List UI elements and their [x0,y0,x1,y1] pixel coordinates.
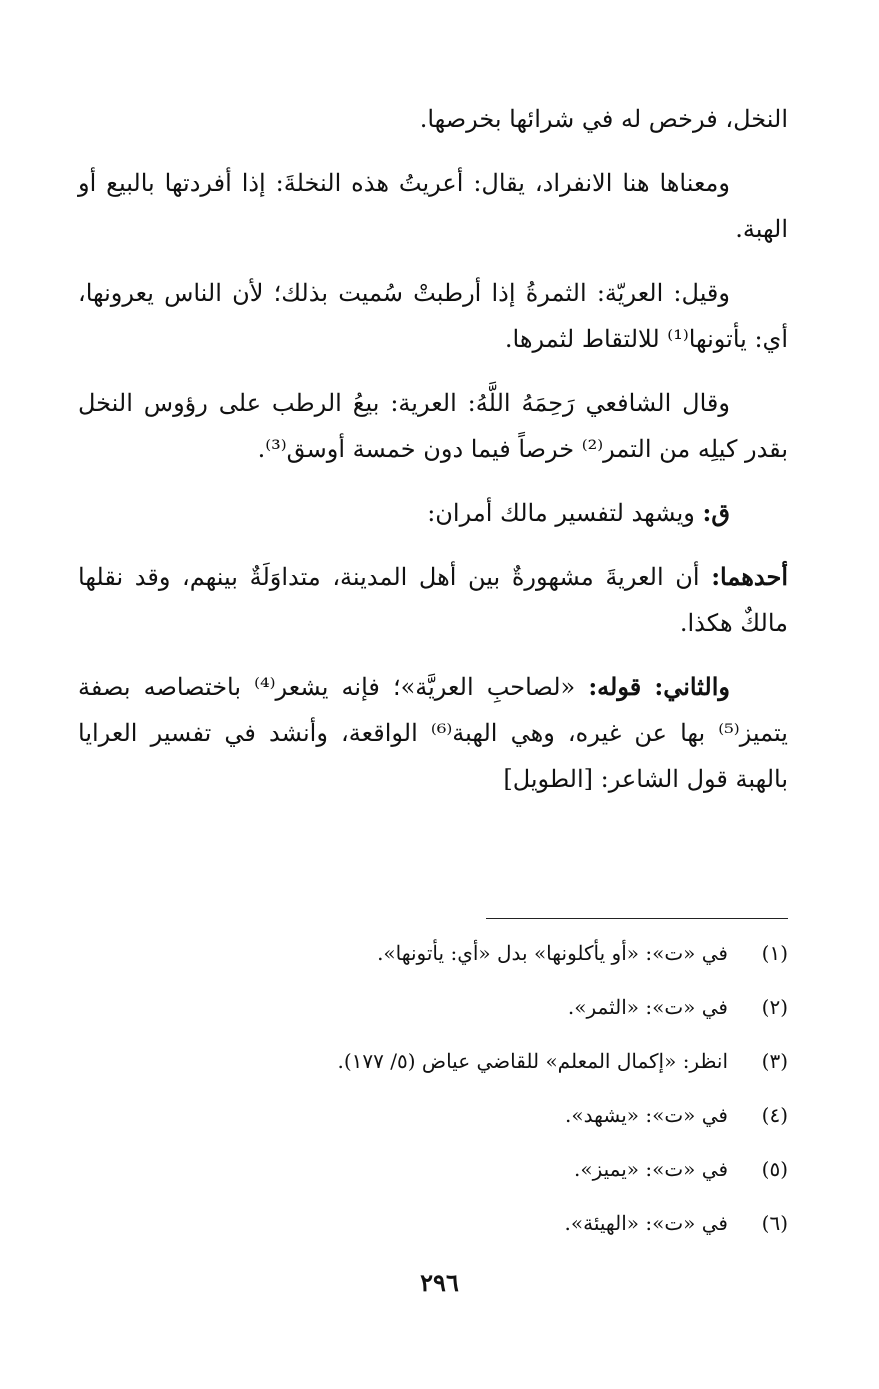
paragraph-5 [78,490,788,536]
footnote-text: في «ت»: «الهيئة». [564,1211,728,1235]
footnote-6 [78,1208,788,1262]
paragraph-5-text: ويشهد لتفسير مالك أمران: [427,499,703,527]
footnote-5 [78,1154,788,1208]
footnote-text: انظر: «إكمال المعلم» للقاضي عياض (٥/ ١٧٧). [337,1049,728,1073]
footnote-number: (٦) [761,1211,788,1235]
paragraph-1: النخل، فرخص له في شرائها بخرصها. [419,105,788,133]
paragraph-4: وقال الشافعي رَحِمَهُ اللَّهُ: العرية: بيعُ الرطب على رؤوس النخل بقدر كيلِه من التمر⁽²⁾ خرصاً فيما دون خمسة أوسق⁽³⁾. [78,389,788,463]
footnote-3 [78,1046,788,1100]
paragraph-6 [78,554,788,646]
footnote-1 [78,938,788,992]
paragraph-7 [78,664,788,802]
footnote-text: في «ت»: «أو يأكلونها» بدل «أي: يأتونها». [377,941,728,965]
paragraph-6-label: أحدهما: [711,562,788,591]
paragraph-7-label: والثاني: [654,672,730,701]
footnote-text: في «ت»: «الثمر». [567,995,728,1019]
body-text [78,96,788,820]
paragraph-7-text: «لصاحبِ العريَّة»؛ فإنه يشعر⁽⁴⁾ باختصاصه بصفة يتميز⁽⁵⁾ بها عن غيره، وهي الهبة⁽⁶⁾ الواقعة، وأنشد في تفسير العرايا بالهبة قول الشاعر: [الطويل] [78,673,788,793]
footnote-number: (٤) [761,1103,788,1127]
footnote-number: (١) [761,941,788,965]
footnote-number: (٢) [761,995,788,1019]
footnote-divider [486,918,788,919]
paragraph-6-text: أن العريةَ مشهورةٌ بين أهل المدينة، متداوَلَةٌ بينهم، وقد نقلها مالكٌ هكذا. [78,563,788,637]
paragraph-2: ومعناها هنا الانفراد، يقال: أعريتُ هذه النخلةَ: إذا أفردتها بالبيع أو الهبة. [78,169,788,243]
footnote-text: في «ت»: «يميز». [573,1157,728,1181]
footnote-2 [78,992,788,1046]
footnotes [78,938,788,1262]
footnote-number: (٥) [761,1157,788,1181]
paragraph-7-label-2: قوله: [588,672,642,701]
footnote-text: في «ت»: «يشهد». [565,1103,728,1127]
footnote-number: (٣) [761,1049,788,1073]
page-number: ٢٩٦ [420,1268,459,1297]
footnote-4 [78,1100,788,1154]
paragraph-3: وقيل: العريّة: الثمرةُ إذا أرطبتْ سُميت بذلك؛ لأن الناس يعرونها، أي: يأتونها⁽¹⁾ للالتقاط لثمرها. [78,279,788,353]
paragraph-5-label: ق: [702,498,730,527]
